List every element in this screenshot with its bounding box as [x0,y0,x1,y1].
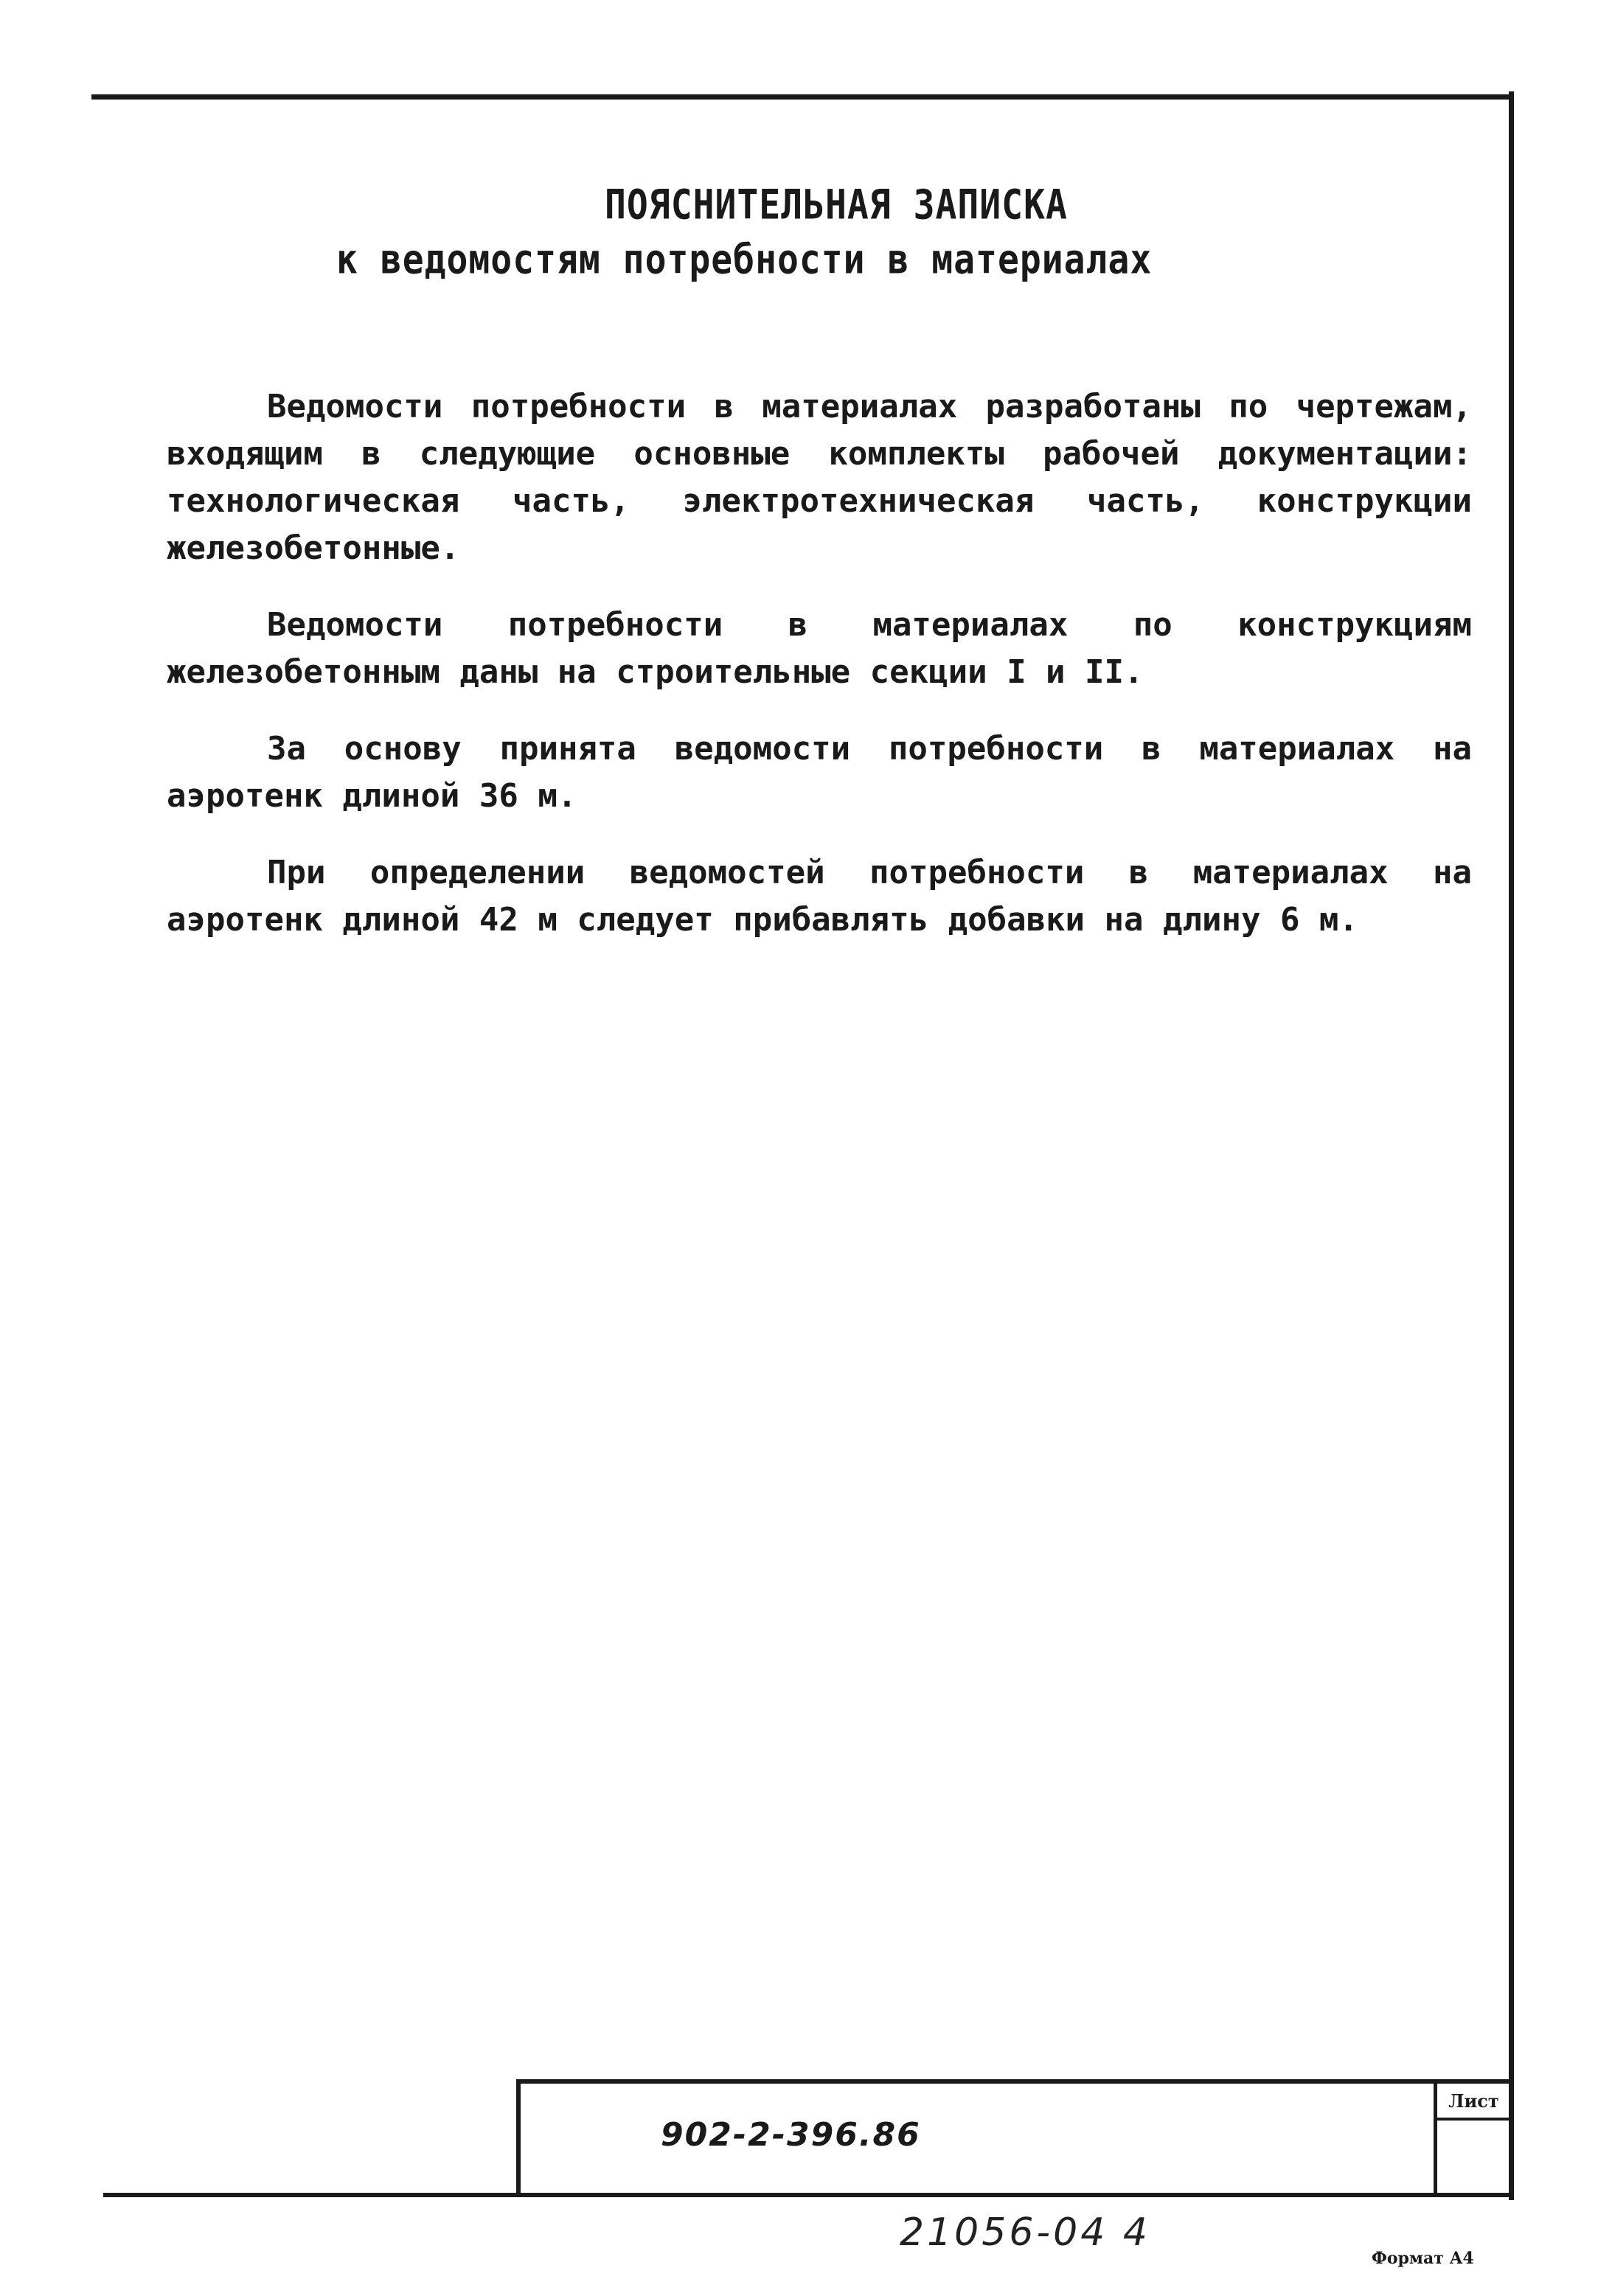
document-title: ПОЯСНИТЕЛЬНАЯ ЗАПИСКА [605,181,1068,229]
document-subtitle: к ведомостям потребности в материалах [336,236,1153,284]
document-code: 902-2-396.86 [661,2116,921,2154]
sheet-cell [1434,2084,1510,2194]
handwritten-number: 21056-04 4 [900,2210,1150,2255]
title-block-stamp [516,2079,1510,2194]
format-label: Формат А4 [1372,2249,1474,2268]
note-body [167,383,1472,973]
paragraph-1: Ведомости потребности в материалах разработаны по чертежам, входящим в следующие основные комплекты рабочей документации: технологическая часть, электротехническая часть, конструкции железобетонные. [167,388,1472,567]
paragraph-2: Ведомости потребности в материалах по конструкциям железобетонным даны на строительные секции I и II. [167,606,1472,691]
frame-right-line [1509,91,1514,2200]
frame-top-line [91,94,1513,100]
sheet-label: Лист [1437,2088,1510,2121]
paragraph-4: При определении ведомостей потребности в материалах на аэротенк длиной 42 м следует прибавлять добавки на длину 6 м. [167,854,1472,939]
paragraph-3: За основу принята ведомости потребности в материалах на аэротенк длиной 36 м. [167,730,1472,815]
